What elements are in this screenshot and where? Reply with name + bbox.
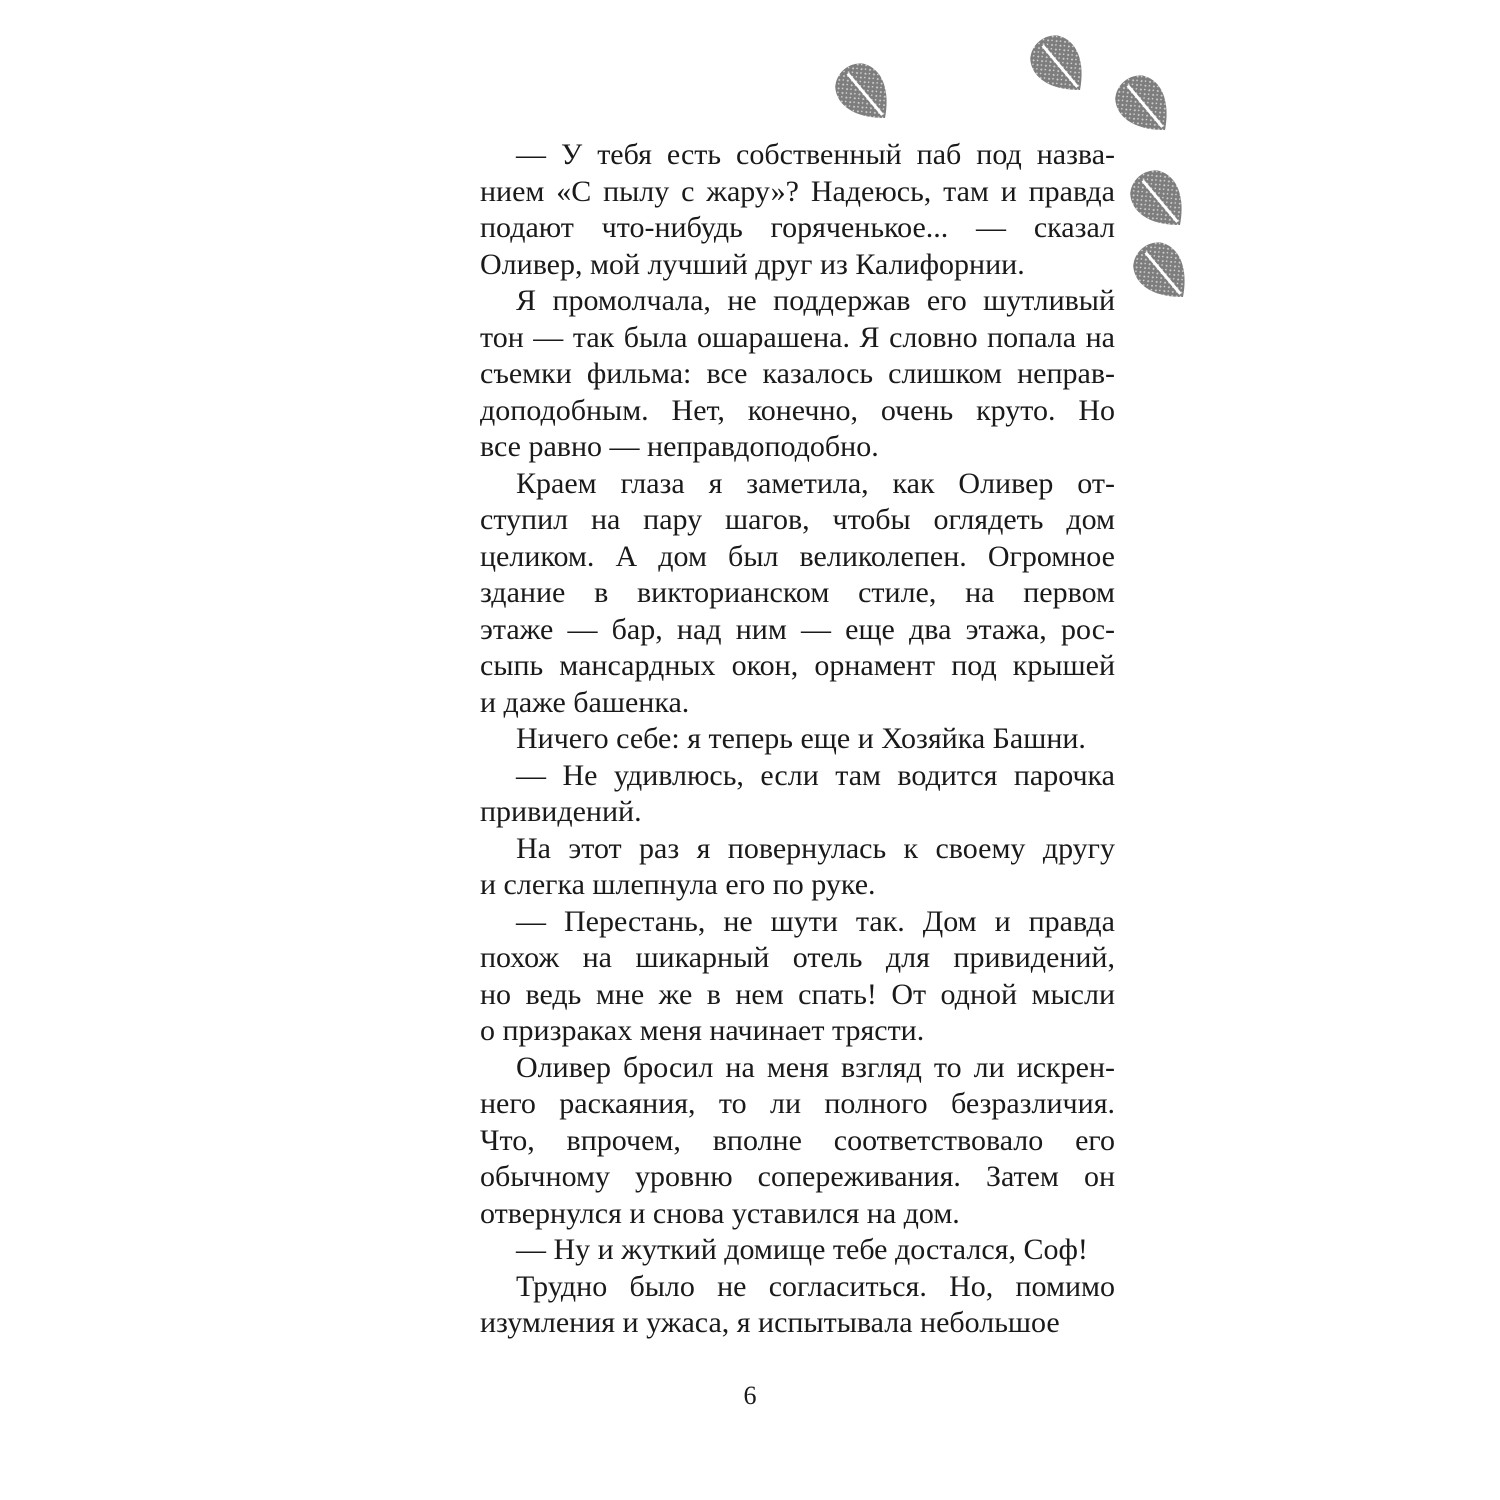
text-line: него раскаяния, то ли полного безразличия. bbox=[480, 1087, 1115, 1120]
text-line: все равно — неправдоподобно. bbox=[480, 430, 879, 463]
text-line: съемки фильма: все казалось слишком неправ- bbox=[480, 357, 1115, 390]
leaf-icon bbox=[1121, 161, 1198, 240]
text-line: и даже башенка. bbox=[480, 685, 690, 719]
text-line: — У тебя есть собственный паб под назва- bbox=[516, 138, 1115, 171]
text-line: Что, впрочем, вполне соответствовало его bbox=[480, 1123, 1115, 1157]
text-line: Оливер, мой лучший друг из Калифорнии. bbox=[480, 247, 1025, 281]
text-line: нием «С пылу с жару»? Надеюсь, там и правда bbox=[480, 174, 1115, 208]
text-line: о призраках меня начинает трясти. bbox=[480, 1014, 925, 1047]
text-line: доподобным. Нет, конечно, очень круто. Но bbox=[480, 393, 1115, 427]
text-line: Ничего себе: я теперь еще и Хозяйка Башни. bbox=[516, 722, 1086, 755]
text-line: целиком. А дом был великолепен. Огромное bbox=[480, 539, 1115, 573]
text-line: и слегка шлепнула его по руке. bbox=[480, 868, 876, 901]
text-line: привидений. bbox=[480, 795, 642, 828]
leaf-icon bbox=[1124, 233, 1201, 312]
text-line: — Не удивлюсь, если там водится парочка bbox=[516, 758, 1115, 792]
text-line: подают что-нибудь горяченькое... — сказал bbox=[480, 211, 1115, 244]
leaf-icon bbox=[826, 54, 903, 133]
text-line: изумления и ужаса, я испытывала небольшое bbox=[480, 1306, 1060, 1339]
text-line: Краем глаза я заметила, как Оливер от- bbox=[516, 466, 1115, 500]
leaf-icon bbox=[1021, 26, 1098, 105]
text-line: ступил на пару шагов, чтобы оглядеть дом bbox=[480, 503, 1115, 536]
text-line: — Ну и жуткий домище тебе достался, Соф! bbox=[516, 1233, 1088, 1266]
text-line: Трудно было не согласиться. Но, помимо bbox=[516, 1269, 1115, 1303]
text-line: тон — так была ошарашена. Я словно попала на bbox=[480, 320, 1115, 354]
text-line: этаже — бар, над ним — еще два этажа, рос- bbox=[480, 612, 1115, 646]
text-line: отвернулся и снова уставился на дом. bbox=[480, 1196, 960, 1230]
text-line: Оливер бросил на меня взгляд то ли искрен- bbox=[516, 1050, 1115, 1084]
text-line: но ведь мне же в нем спать! От одной мысли bbox=[480, 977, 1115, 1011]
text-line: сыпь мансардных окон, орнамент под крышей bbox=[480, 649, 1115, 682]
text-line: здание в викторианском стиле, на первом bbox=[480, 576, 1115, 609]
text-line: Я промолчала, не поддержав его шутливый bbox=[516, 284, 1115, 317]
leaf-icon bbox=[1106, 66, 1183, 145]
text-line: похож на шикарный отель для привидений, bbox=[480, 941, 1115, 974]
text-line: обычному уровню сопереживания. Затем он bbox=[480, 1160, 1115, 1193]
body-text bbox=[480, 137, 1115, 1342]
page-number: 6 bbox=[743, 1381, 757, 1410]
text-line: — Перестань, не шути так. Дом и правда bbox=[516, 904, 1115, 938]
text-line: На этот раз я повернулась к своему другу bbox=[516, 831, 1115, 865]
